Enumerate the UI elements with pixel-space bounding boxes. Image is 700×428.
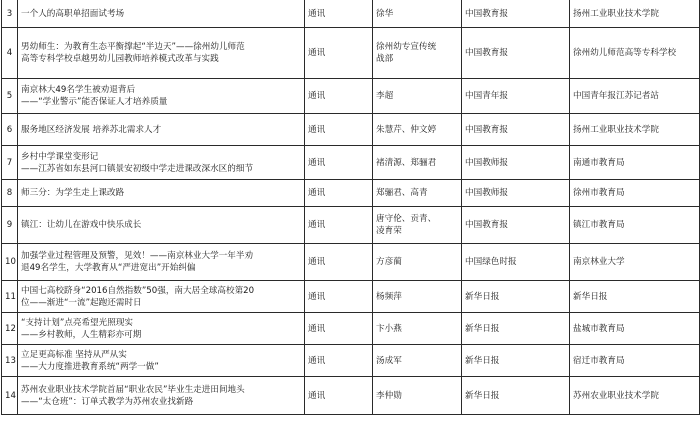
publishing-media: 新华日报 <box>462 313 570 345</box>
work-category: 通讯 <box>305 146 373 180</box>
work-title: 服务地区经济发展 培养苏北需求人才 <box>18 114 305 146</box>
work-author: 郑骊君、高青 <box>373 180 462 207</box>
work-title: 中国七高校跻身“2016自然指数”50强，南大居全球高校第20 位——渐进“一流”起跑还需时日 <box>18 281 305 313</box>
table-row <box>2 180 700 207</box>
work-category: 通讯 <box>305 244 373 281</box>
publishing-media: 新华日报 <box>462 377 570 415</box>
table-row <box>2 377 700 415</box>
work-title: “支持计划”点亮希望光照现实 ——乡村教师，人生精彩亦可期 <box>18 313 305 345</box>
work-title: 男幼师生：为教育生态平衡撑起“半边天”——徐州幼儿师范 高等专科学校卓越男幼儿园教师培养模式改革与实践 <box>18 28 305 79</box>
table-row <box>2 79 700 114</box>
publishing-media: 中国教师报 <box>462 180 570 207</box>
publishing-media: 中国教育报 <box>462 0 570 28</box>
work-category: 通讯 <box>305 114 373 146</box>
table-row <box>2 345 700 377</box>
row-number: 8 <box>2 180 18 207</box>
row-number: 12 <box>2 313 18 345</box>
work-author: 朱慧芹、仲文婷 <box>373 114 462 146</box>
work-category: 通讯 <box>305 281 373 313</box>
row-number: 13 <box>2 345 18 377</box>
table-row <box>2 281 700 313</box>
works-table <box>1 0 700 415</box>
row-number: 5 <box>2 79 18 114</box>
submitting-unit: 扬州工业职业技术学院 <box>570 114 700 146</box>
work-title: 乡村中学课堂变形记 ——江苏省如东县河口镇景安初级中学走进课改深水区的细节 <box>18 146 305 180</box>
work-author: 徐华 <box>373 0 462 28</box>
publishing-media: 中国教师报 <box>462 146 570 180</box>
work-author: 卞小燕 <box>373 313 462 345</box>
work-author: 李超 <box>373 79 462 114</box>
works-table-body <box>2 0 700 415</box>
work-title: 立足更高标准 坚持从严从实 ——大力度推进教育系统“两学一做” <box>18 345 305 377</box>
publishing-media: 中国青年报 <box>462 79 570 114</box>
publishing-media: 中国绿色时报 <box>462 244 570 281</box>
work-title: 一个人的高职单招面试考场 <box>18 0 305 28</box>
publishing-media: 新华日报 <box>462 345 570 377</box>
work-category: 通讯 <box>305 28 373 79</box>
row-number: 6 <box>2 114 18 146</box>
table-row <box>2 207 700 244</box>
work-author: 唐守伦、贡青、 凌育荣 <box>373 207 462 244</box>
submitting-unit: 新华日报 <box>570 281 700 313</box>
submitting-unit: 镇江市教育局 <box>570 207 700 244</box>
submitting-unit: 徐州幼儿师范高等专科学校 <box>570 28 700 79</box>
row-number: 10 <box>2 244 18 281</box>
submitting-unit: 徐州市教育局 <box>570 180 700 207</box>
work-category: 通讯 <box>305 313 373 345</box>
publishing-media: 中国教育报 <box>462 114 570 146</box>
work-title: 南京林大49名学生被劝退背后 ——“学业警示”能否保证人才培养质量 <box>18 79 305 114</box>
work-author: 褚清源、郑骊君 <box>373 146 462 180</box>
submitting-unit: 中国青年报江苏记者站 <box>570 79 700 114</box>
publishing-media: 新华日报 <box>462 281 570 313</box>
work-author: 杨频萍 <box>373 281 462 313</box>
row-number: 3 <box>2 0 18 28</box>
work-category: 通讯 <box>305 377 373 415</box>
table-row <box>2 146 700 180</box>
work-category: 通讯 <box>305 207 373 244</box>
submitting-unit: 南通市教育局 <box>570 146 700 180</box>
row-number: 14 <box>2 377 18 415</box>
table-row <box>2 114 700 146</box>
submitting-unit: 苏州农业职业技术学院 <box>570 377 700 415</box>
submitting-unit: 扬州工业职业技术学院 <box>570 0 700 28</box>
work-author: 李仲勋 <box>373 377 462 415</box>
table-row <box>2 244 700 281</box>
submitting-unit: 盐城市教育局 <box>570 313 700 345</box>
work-title: 师三分：为学生走上课改路 <box>18 180 305 207</box>
work-category: 通讯 <box>305 79 373 114</box>
submitting-unit: 南京林业大学 <box>570 244 700 281</box>
row-number: 7 <box>2 146 18 180</box>
work-title: 加强学业过程管理及预警，见效！——南京林业大学一年半劝 退49名学生，大学教育从“严进宽出”开始纠偏 <box>18 244 305 281</box>
publishing-media: 中国教育报 <box>462 28 570 79</box>
row-number: 11 <box>2 281 18 313</box>
table-row <box>2 0 700 28</box>
work-category: 通讯 <box>305 345 373 377</box>
work-category: 通讯 <box>305 0 373 28</box>
submitting-unit: 宿迁市教育局 <box>570 345 700 377</box>
table-row <box>2 313 700 345</box>
row-number: 4 <box>2 28 18 79</box>
work-title: 苏州农业职业技术学院首届“职业农民”毕业生走进田间地头 ——“太仓班”：订单式教学为苏州农业找新路 <box>18 377 305 415</box>
work-author: 方彦蔺 <box>373 244 462 281</box>
publishing-media: 中国教育报 <box>462 207 570 244</box>
work-author: 汤成军 <box>373 345 462 377</box>
work-category: 通讯 <box>305 180 373 207</box>
work-author: 徐州幼专宣传统 战部 <box>373 28 462 79</box>
row-number: 9 <box>2 207 18 244</box>
table-row <box>2 28 700 79</box>
work-title: 镇江：让幼儿在游戏中快乐成长 <box>18 207 305 244</box>
